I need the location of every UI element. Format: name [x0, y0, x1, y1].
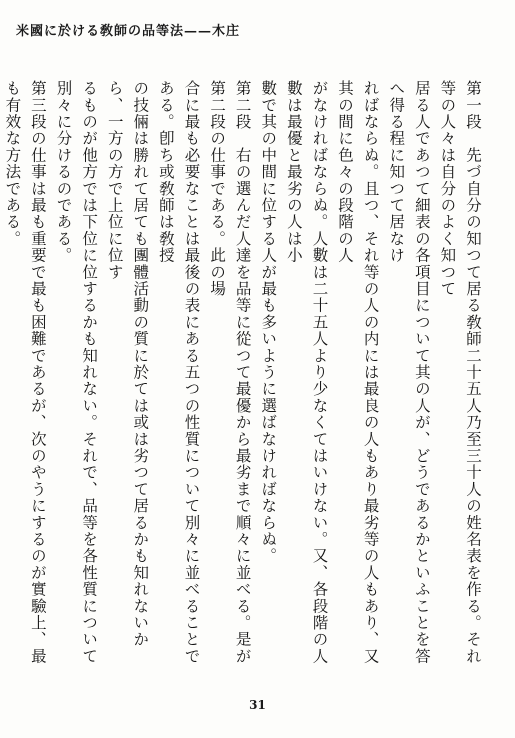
vertical-body-text — [3, 80, 485, 680]
text-column: 合に最も必要なことは最後の表にある五つの性質について別々に並べることである。卽ち或敎師は敎授 — [156, 80, 201, 665]
running-head: 米國に於ける敎師の品等法——木庄 — [16, 24, 241, 39]
text-column: 數で其の中間に位する人が最も多いように選ばなければならぬ。 — [259, 80, 278, 565]
text-column: るものが他方では下位に位するかも知れない。それで、品等を各性質について別々に分けるのである。 — [54, 80, 99, 665]
text-column: 居る人であつて細表の各項目について其の人が、どうであるかといふことを答へ得る程に知つて居なけ — [387, 80, 431, 665]
page-number: 31 — [249, 698, 266, 712]
text-column: の技倆は勝れて居ても團體活動の質に於ては或は劣つて居るかも知れないから、一方の方で上位に位す — [105, 80, 150, 648]
text-column: 第一段 先づ自分の知つて居る敎師二十五人乃至三十人の姓名表を作る。それ等の人々は自分のよく知つて — [438, 80, 482, 665]
text-column: がなければならぬ。人數は二十五人より少なくてはいけない。又、各段階の人數は最優と最劣の人は小 — [284, 80, 329, 665]
text-column: ればならぬ。且つ、それ等の人の内には最良の人もあり最劣等の人もあり、又其の間に色々の段階の人 — [336, 80, 380, 665]
text-column: 第二段 右の選んだ人達を品等に從つて最優から最劣まで順々に並べる。是が第二段の仕事である。此の場 — [208, 80, 252, 665]
text-column: 第三段の仕事は最も重要で最も困難であるが、次のやうにするのが實驗上、最も有效な方法である。 — [3, 80, 47, 665]
